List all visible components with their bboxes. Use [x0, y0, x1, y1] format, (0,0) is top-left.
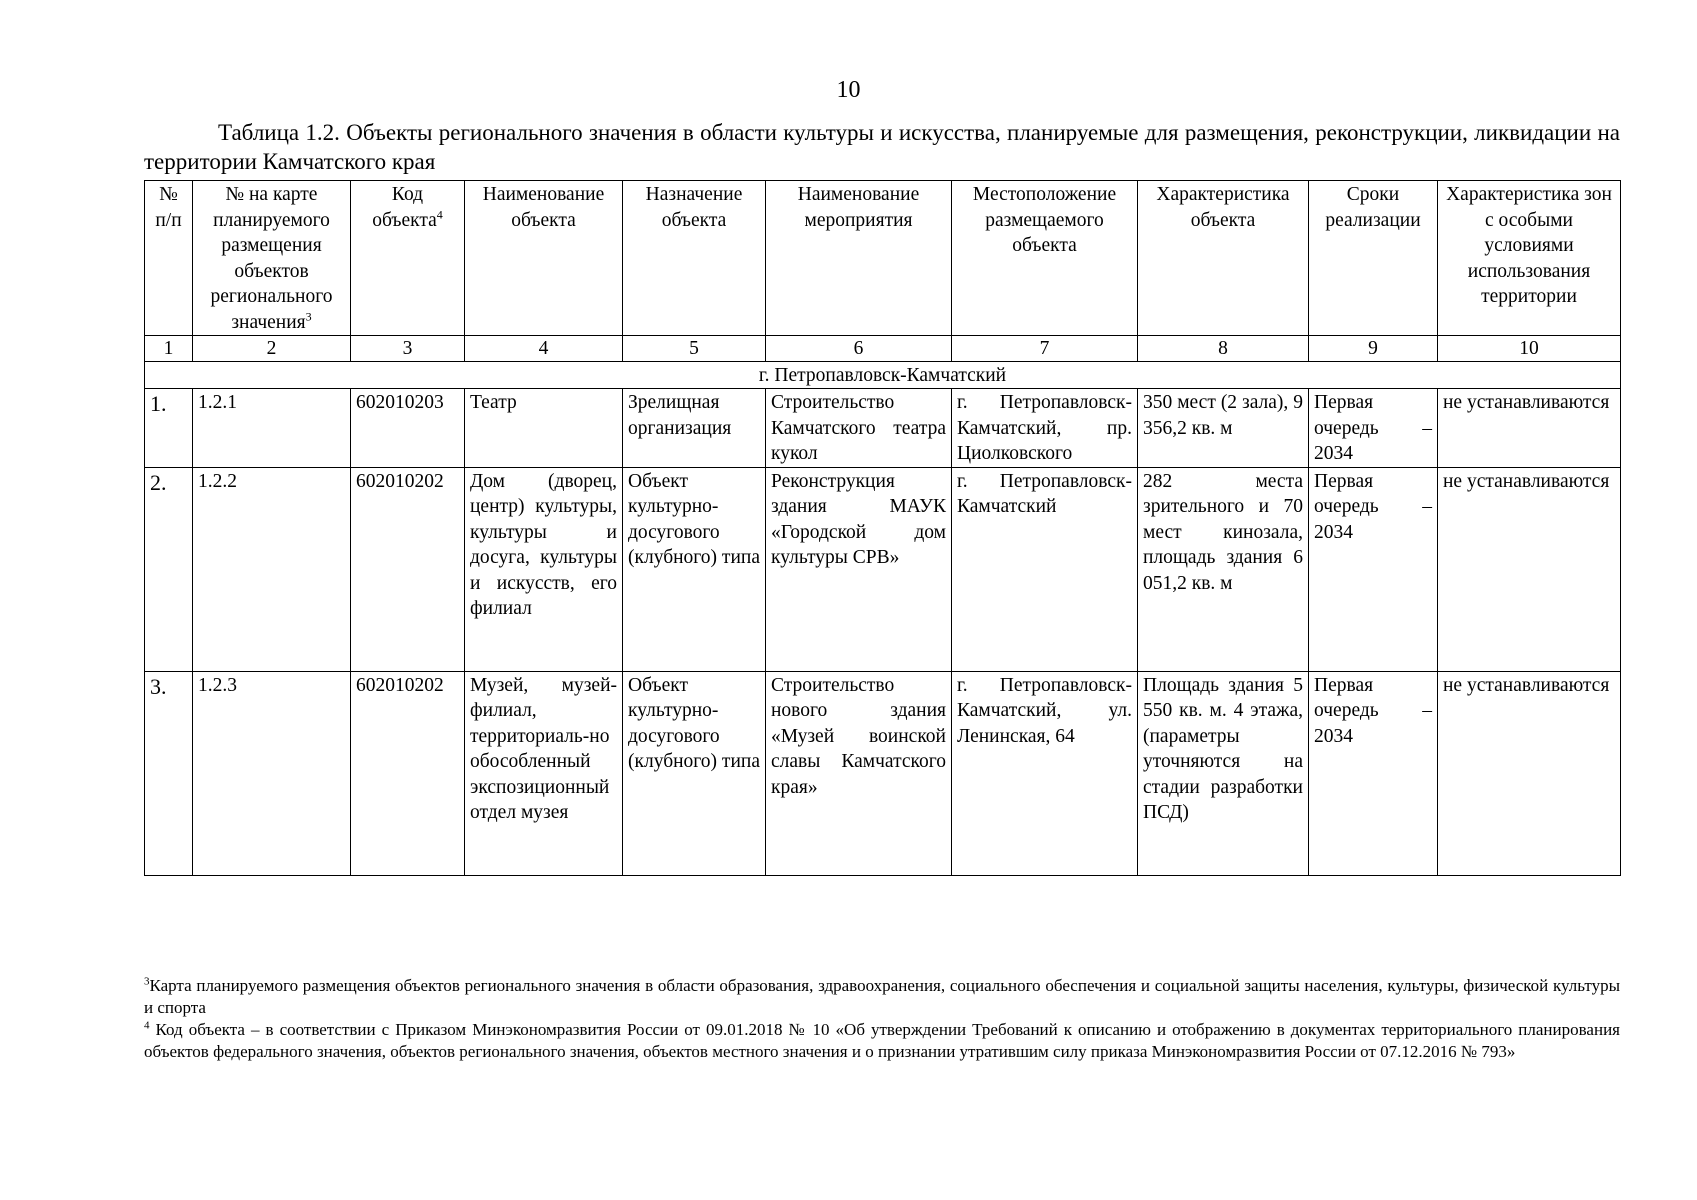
- object-location: г. Петропавловск-Камчатский, ул. Ленинская, 64: [952, 671, 1138, 875]
- header-cell: Наименование объекта: [465, 181, 623, 336]
- header-cell: Наименование мероприятия: [766, 181, 952, 336]
- table-row: [145, 389, 1621, 468]
- map-number: 1.2.2: [193, 467, 351, 671]
- implementation-period: Первая очередь – 2034: [1309, 671, 1438, 875]
- map-number: 1.2.1: [193, 389, 351, 468]
- footnote-mark: 3: [144, 975, 150, 988]
- column-number: 6: [766, 336, 952, 362]
- column-number: 5: [623, 336, 766, 362]
- footnote-mark: 4: [144, 1019, 150, 1032]
- measure-name: Реконструкция здания МАУК «Городской дом культуры СРВ»: [766, 467, 952, 671]
- column-number: 4: [465, 336, 623, 362]
- measure-name: Строительство нового здания «Музей воинской славы Камчатского края»: [766, 671, 952, 875]
- objects-table: [144, 180, 1621, 876]
- header-cell: Характеристика объекта: [1138, 181, 1309, 336]
- footnotes: [144, 975, 1620, 1063]
- object-name: Музей, музей-филиал, территориаль-но обособленный экспозиционный отдел музея: [465, 671, 623, 875]
- object-characteristic: 282 места зрительного и 70 мест кинозала, площадь здания 6 051,2 кв. м: [1138, 467, 1309, 671]
- map-number: 1.2.3: [193, 671, 351, 875]
- object-name: Дом (дворец, центр) культуры, культуры и досуга, культуры и искусств, его филиал: [465, 467, 623, 671]
- table-row: [145, 467, 1621, 671]
- header-cell: № п/п: [145, 181, 193, 336]
- implementation-period: Первая очередь – 2034: [1309, 389, 1438, 468]
- zone-characteristic: не устанавливаются: [1438, 467, 1621, 671]
- zone-characteristic: не устанавливаются: [1438, 671, 1621, 875]
- header-cell: Характеристика зон с особыми условиями использования территории: [1438, 181, 1621, 336]
- table-row: [145, 671, 1621, 875]
- column-number: 9: [1309, 336, 1438, 362]
- column-number: 8: [1138, 336, 1309, 362]
- column-number-row: [145, 336, 1621, 362]
- column-number: 3: [351, 336, 465, 362]
- footnote-ref: 3: [305, 309, 312, 323]
- header-cell: Местоположение размещаемого объекта: [952, 181, 1138, 336]
- footnote-text: Код объекта – в соответствии с Приказом Минэкономразвития России от 09.01.2018 № 10 «Об утверждении Требований к описанию и отображению в документах территориального планирования объектов федерального значения, объектов регионального значения, объектов местного значения и о признании утратившим силу приказа Минэкономразвития России от 07.12.2016 № 793»: [144, 1020, 1620, 1061]
- zone-characteristic: не устанавливаются: [1438, 389, 1621, 468]
- object-code: 602010202: [351, 467, 465, 671]
- column-number: 7: [952, 336, 1138, 362]
- object-purpose: Объект культурно-досугового (клубного) типа: [623, 467, 766, 671]
- header-cell: № на карте планируемого размещения объектов регионального значения$^3$: [193, 181, 351, 336]
- header-row: [145, 181, 1621, 336]
- footnote-4: [144, 1019, 1620, 1063]
- header-cell: Сроки реализации: [1309, 181, 1438, 336]
- measure-name: Строительство Камчатского театра кукол: [766, 389, 952, 468]
- object-characteristic: Площадь здания 5 550 кв. м. 4 этажа, (параметры уточняются на стадии разработки ПСД): [1138, 671, 1309, 875]
- object-characteristic: 350 мест (2 зала), 9 356,2 кв. м: [1138, 389, 1309, 468]
- table-caption: Таблица 1.2. Объекты регионального значения в области культуры и искусства, планируемые для размещения, реконструкции, ликвидации на территории Камчатского края: [144, 120, 1620, 174]
- object-code: 602010202: [351, 671, 465, 875]
- section-title: г. Петропавловск-Камчатский: [145, 362, 1621, 389]
- object-name: Театр: [465, 389, 623, 468]
- footnote-text: Карта планируемого размещения объектов регионального значения в области образования, здравоохранения, социального обеспечения и социальной защиты населения, культуры, физической культуры и спорта: [144, 976, 1620, 1017]
- row-number: 2.: [145, 467, 193, 671]
- object-location: г. Петропавловск-Камчатский, пр. Циолковского: [952, 389, 1138, 468]
- header-cell: Код объекта$^4$: [351, 181, 465, 336]
- object-code: 602010203: [351, 389, 465, 468]
- section-row: [145, 362, 1621, 389]
- row-number: 3.: [145, 671, 193, 875]
- object-purpose: Объект культурно-досугового (клубного) типа: [623, 671, 766, 875]
- column-number: 2: [193, 336, 351, 362]
- page-number: 10: [836, 77, 861, 103]
- row-number: 1.: [145, 389, 193, 468]
- object-purpose: Зрелищная организация: [623, 389, 766, 468]
- column-number: 10: [1438, 336, 1621, 362]
- object-location: г. Петропавловск-Камчатский: [952, 467, 1138, 671]
- footnote-ref: 4: [436, 207, 443, 221]
- implementation-period: Первая очередь – 2034: [1309, 467, 1438, 671]
- column-number: 1: [145, 336, 193, 362]
- header-cell: Назначение объекта: [623, 181, 766, 336]
- footnote-3: [144, 975, 1620, 1019]
